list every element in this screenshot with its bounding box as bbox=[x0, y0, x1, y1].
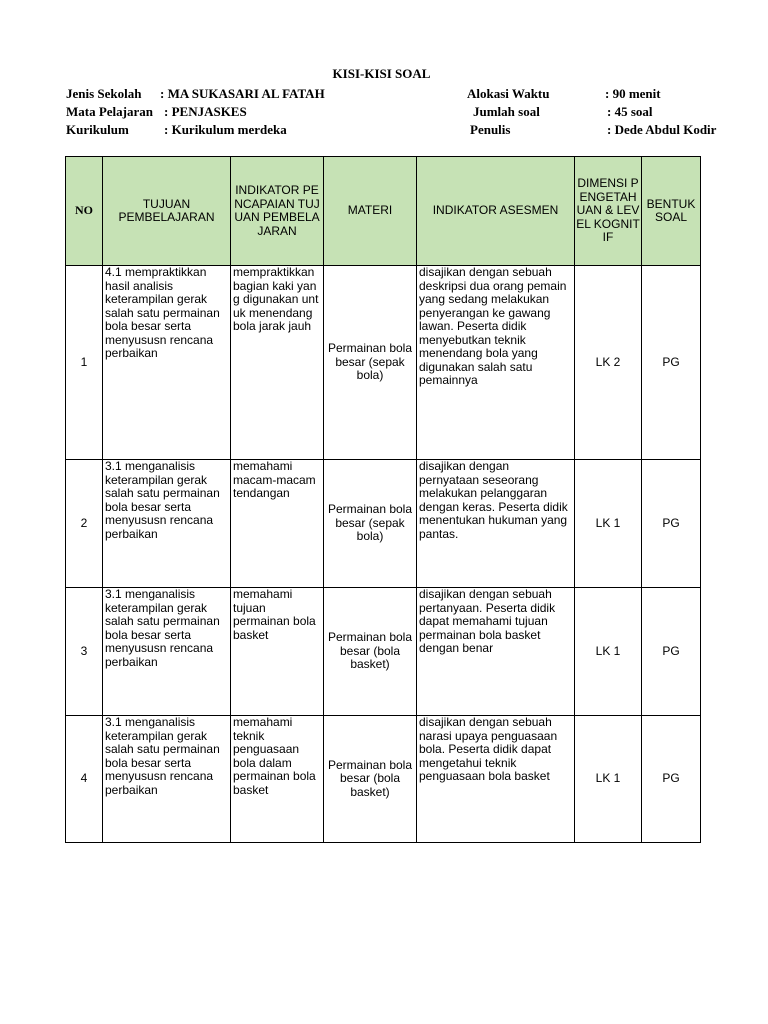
header-materi: MATERI bbox=[324, 157, 417, 266]
row-materi-text: Permainan bola besar (sepak bola) bbox=[327, 341, 413, 383]
header-tujuan: TUJUAN PEMBELAJARAN bbox=[103, 157, 231, 266]
row-indikator bbox=[231, 460, 324, 588]
row-bentuk: PG bbox=[642, 266, 701, 460]
row-dimensi: LK 1 bbox=[575, 588, 642, 716]
row-tujuan bbox=[103, 588, 231, 716]
jenis-sekolah-value: : MA SUKASARI AL FATAH bbox=[160, 86, 325, 101]
row-asesmen bbox=[417, 266, 575, 460]
alokasi-waktu-label: Alokasi Waktu bbox=[467, 86, 550, 101]
kurikulum-value: : Kurikulum merdeka bbox=[164, 122, 287, 137]
row-asesmen-text: disajikan dengan pernyataan seseorang melakukan pelanggaran dengan keras. Peserta didik menentukan hukuman yang pantas. bbox=[419, 459, 568, 541]
row-indikator-text: memahami tujuan permainan bola basket bbox=[233, 587, 316, 642]
row-no: 4 bbox=[66, 716, 103, 843]
row-tujuan-text: 3.1 menganalisis keterampilan gerak salah satu permainan bola besar serta menyususn rencana perbaikan bbox=[105, 459, 220, 541]
row-tujuan-text: 3.1 menganalisis keterampilan gerak salah satu permainan bola besar serta menyususn rencana perbaikan bbox=[105, 587, 220, 669]
row-materi-text: Permainan bola besar (sepak bola) bbox=[327, 502, 413, 544]
row-indikator bbox=[231, 716, 324, 843]
penulis-value: : Dede Abdul Kodir bbox=[607, 122, 717, 137]
row-asesmen bbox=[417, 460, 575, 588]
row-asesmen-text: disajikan dengan sebuah deskripsi dua orang pemain yang sedang melakukan penyerangan ke gawang lawan. Peserta didik menyebutkan teknik menendang bola yang digunakan salah satu pemainnya bbox=[419, 265, 567, 387]
jumlah-soal-value: : 45 soal bbox=[607, 104, 653, 119]
table-row bbox=[66, 588, 701, 716]
row-indikator-text: mempraktikkan bagian kaki yang digunakan untuk menendang bola jarak jauh bbox=[233, 265, 319, 333]
row-indikator-text: memahami macam-macam tendangan bbox=[233, 459, 316, 500]
row-asesmen-text: disajikan dengan sebuah pertanyaan. Peserta didik dapat memahami tujuan permainan bola basket dengan benar bbox=[419, 587, 556, 655]
row-bentuk: PG bbox=[642, 588, 701, 716]
row-bentuk: PG bbox=[642, 716, 701, 843]
jumlah-soal-label: Jumlah soal bbox=[473, 104, 540, 119]
header-dimensi: DIMENSI PENGETAHUAN & LEVEL KOGNITIF bbox=[575, 157, 642, 266]
table-header-row bbox=[66, 157, 701, 266]
row-indikator bbox=[231, 588, 324, 716]
kurikulum-label: Kurikulum bbox=[66, 122, 129, 137]
row-tujuan bbox=[103, 716, 231, 843]
row-materi bbox=[324, 460, 417, 588]
row-dimensi: LK 2 bbox=[575, 266, 642, 460]
row-tujuan bbox=[103, 460, 231, 588]
document-title: KISI-KISI SOAL bbox=[332, 66, 431, 81]
header-indikator: INDIKATOR PENCAPAIAN TUJUAN PEMBELAJARAN bbox=[231, 157, 324, 266]
row-no: 3 bbox=[66, 588, 103, 716]
row-no: 1 bbox=[66, 266, 103, 460]
header-bentuk: BENTUK SOAL bbox=[642, 157, 701, 266]
mata-pelajaran-value: : PENJASKES bbox=[164, 104, 247, 119]
row-materi-text: Permainan bola besar (bola basket) bbox=[327, 757, 413, 799]
row-materi bbox=[324, 588, 417, 716]
jenis-sekolah-label: Jenis Sekolah bbox=[66, 86, 142, 101]
row-dimensi: LK 1 bbox=[575, 716, 642, 843]
row-tujuan bbox=[103, 266, 231, 460]
penulis-label: Penulis bbox=[470, 122, 511, 137]
row-indikator-text: memahami teknik penguasaan bola dalam permainan bola basket bbox=[233, 715, 316, 797]
table-row bbox=[66, 716, 701, 843]
table-row bbox=[66, 460, 701, 588]
row-materi-text: Permainan bola besar (bola basket) bbox=[327, 630, 413, 672]
row-dimensi: LK 1 bbox=[575, 460, 642, 588]
row-no: 2 bbox=[66, 460, 103, 588]
row-asesmen bbox=[417, 716, 575, 843]
row-materi bbox=[324, 266, 417, 460]
header-no: NO bbox=[66, 157, 103, 266]
row-asesmen-text: disajikan dengan sebuah narasi upaya penguasaan bola. Peserta didik dapat mengetahui teknik penguasaan bola basket bbox=[419, 715, 558, 783]
mata-pelajaran-label: Mata Pelajaran bbox=[66, 104, 154, 119]
row-materi bbox=[324, 716, 417, 843]
row-asesmen bbox=[417, 588, 575, 716]
header-asesmen: INDIKATOR ASESMEN bbox=[417, 157, 575, 266]
row-tujuan-text: 4.1 mempraktikkan hasil analisis keterampilan gerak salah satu permainan bola besar serta menyususn rencana perbaikan bbox=[105, 265, 220, 360]
row-indikator bbox=[231, 266, 324, 460]
row-tujuan-text: 3.1 menganalisis keterampilan gerak salah satu permainan bola besar serta menyususn rencana perbaikan bbox=[105, 715, 220, 797]
table-row bbox=[66, 266, 701, 460]
alokasi-waktu-value: : 90 menit bbox=[605, 86, 661, 101]
row-bentuk: PG bbox=[642, 460, 701, 588]
kisi-kisi-table bbox=[65, 156, 701, 843]
